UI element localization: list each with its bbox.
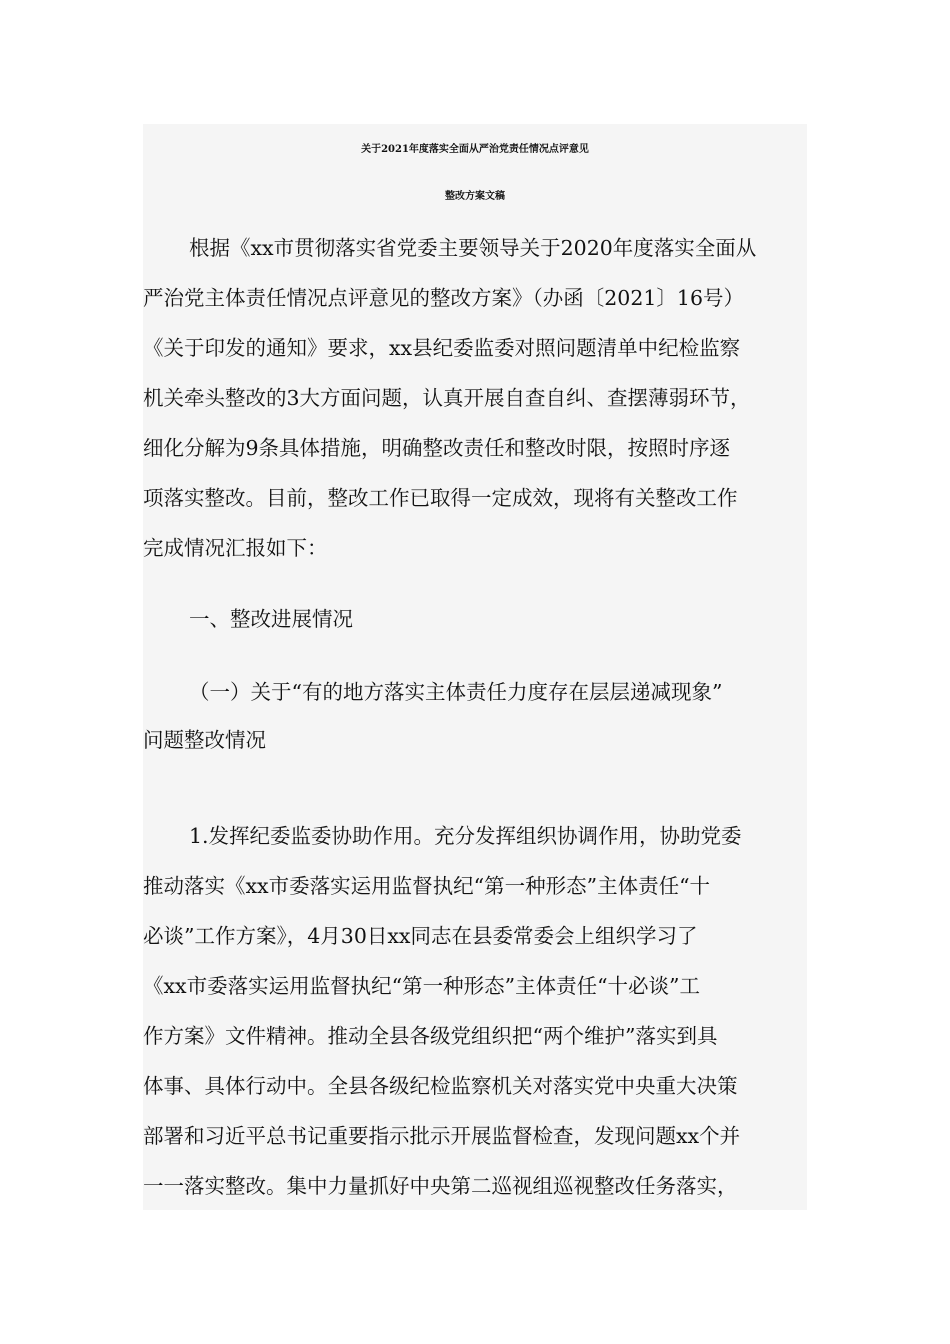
intro-paragraph-line: 根据《xx市贯彻落实省党委主要领导关于2020年度落实全面从 — [189, 236, 757, 260]
intro-paragraph-line: 机关牵头整改的3大方面问题，认真开展自查自纠、查摆薄弱环节， — [143, 386, 751, 410]
subsection-heading-line: 问题整改情况 — [143, 728, 266, 752]
item1-paragraph-line: 必谈”工作方案》，4月30日xx同志在县委常委会上组织学习了 — [143, 924, 698, 948]
section-heading-1: 一、整改进展情况 — [189, 607, 353, 631]
document-title-line-2: 整改方案文稿 — [445, 191, 505, 202]
intro-paragraph-line: 完成情况汇报如下： — [143, 536, 328, 560]
item1-paragraph-line: 作方案》文件精神。推动全县各级党组织把“两个维护”落实到具 — [143, 1024, 718, 1048]
document-page — [143, 124, 807, 1210]
item1-paragraph-line: 推动落实《xx市委落实运用监督执纪“第一种形态”主体责任“十 — [143, 874, 711, 898]
subsection-heading-line: （一）关于“有的地方落实主体责任力度存在层层递减现象” — [189, 680, 723, 704]
intro-paragraph-line: 项落实整改。目前，整改工作已取得一定成效，现将有关整改工作 — [143, 486, 738, 510]
item1-paragraph-line: 体事、具体行动中。全县各级纪检监察机关对落实党中央重大决策 — [143, 1074, 738, 1098]
item1-paragraph-line: 部署和习近平总书记重要指示批示开展监督检查，发现问题xx个并 — [143, 1124, 741, 1148]
intro-paragraph-line: 细化分解为9条具体措施，明确整改责任和整改时限，按照时序逐 — [143, 436, 731, 460]
document-title-line-1: 关于2021年度落实全面从严治党责任情况点评意见 — [361, 144, 589, 155]
item1-paragraph-line: 一一落实整改。集中力量抓好中央第二巡视组巡视整改任务落实， — [143, 1174, 738, 1198]
intro-paragraph-line: 严治党主体责任情况点评意见的整改方案》（办函〔2021〕16号） — [143, 286, 745, 310]
item1-paragraph-line: 《xx市委落实运用监督执纪“第一种形态”主体责任“十必谈”工 — [143, 974, 701, 998]
item1-paragraph-line: 1.发挥纪委监委协助作用。充分发挥组织协调作用，协助党委 — [189, 824, 742, 848]
intro-paragraph-line: 《关于印发的通知》要求，xx县纪委监委对照问题清单中纪检监察 — [143, 336, 741, 360]
